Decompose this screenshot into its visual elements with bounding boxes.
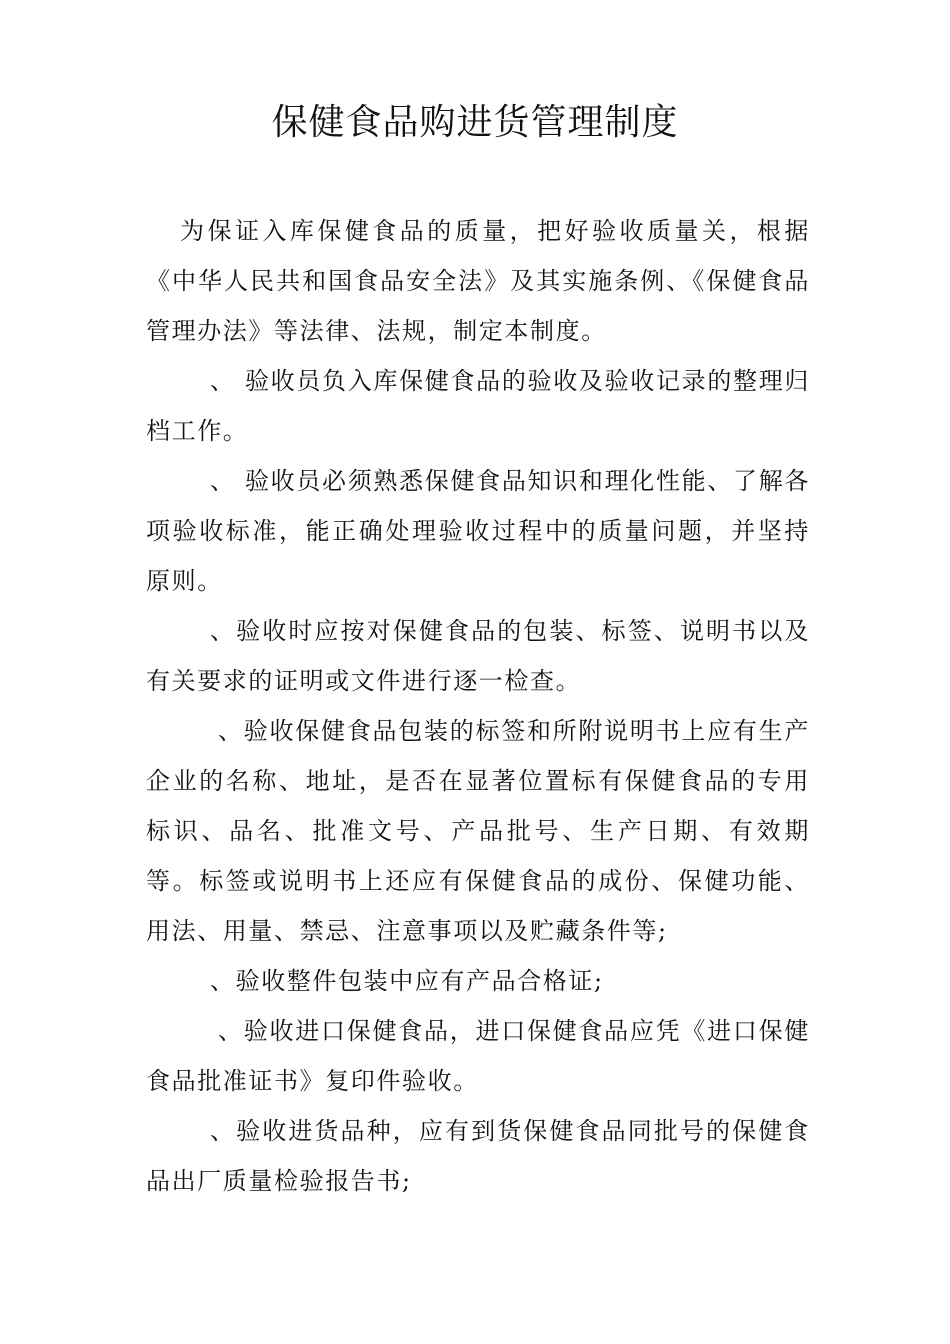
rule-paragraph-5: 、验收整件包装中应有产品合格证; [210, 967, 604, 995]
rule-paragraph-6: 、验收进口保健食品，进口保健食品应凭《进口保健食品批准证书》复印件验收。 [146, 1017, 810, 1095]
rule-paragraph-3: 、验收时应按对保健食品的包装、标签、说明书以及有关要求的证明或文件进行逐一检查。 [146, 617, 810, 695]
rule-paragraph-2: 、 验收员必须熟悉保健食品知识和理化性能、了解各项验收标准，能正确处理验收过程中的质量问题，并坚持原则。 [146, 467, 810, 595]
rule-paragraph-7: 、验收进货品种，应有到货保健食品同批号的保健食品出厂质量检验报告书; [146, 1117, 810, 1195]
document-body [146, 206, 810, 1206]
rule-paragraph-1: 、 验收员负入库保健食品的验收及验收记录的整理归档工作。 [146, 367, 810, 445]
intro-paragraph: 为保证入库保健食品的质量，把好验收质量关，根据《中华人民共和国食品安全法》及其实施条例、《保健食品管理办法》等法律、法规，制定本制度。 [146, 217, 810, 345]
page-title: 保健食品购进货管理制度 [271, 102, 679, 143]
rule-paragraph-4: 、验收保健食品包装的标签和所附说明书上应有生产企业的名称、地址，是否在显著位置标有保健食品的专用标识、品名、批准文号、产品批号、生产日期、有效期等。标签或说明书上还应有保健食品的成份、保健功能、用法、用量、禁忌、注意事项以及贮藏条件等; [146, 717, 810, 945]
